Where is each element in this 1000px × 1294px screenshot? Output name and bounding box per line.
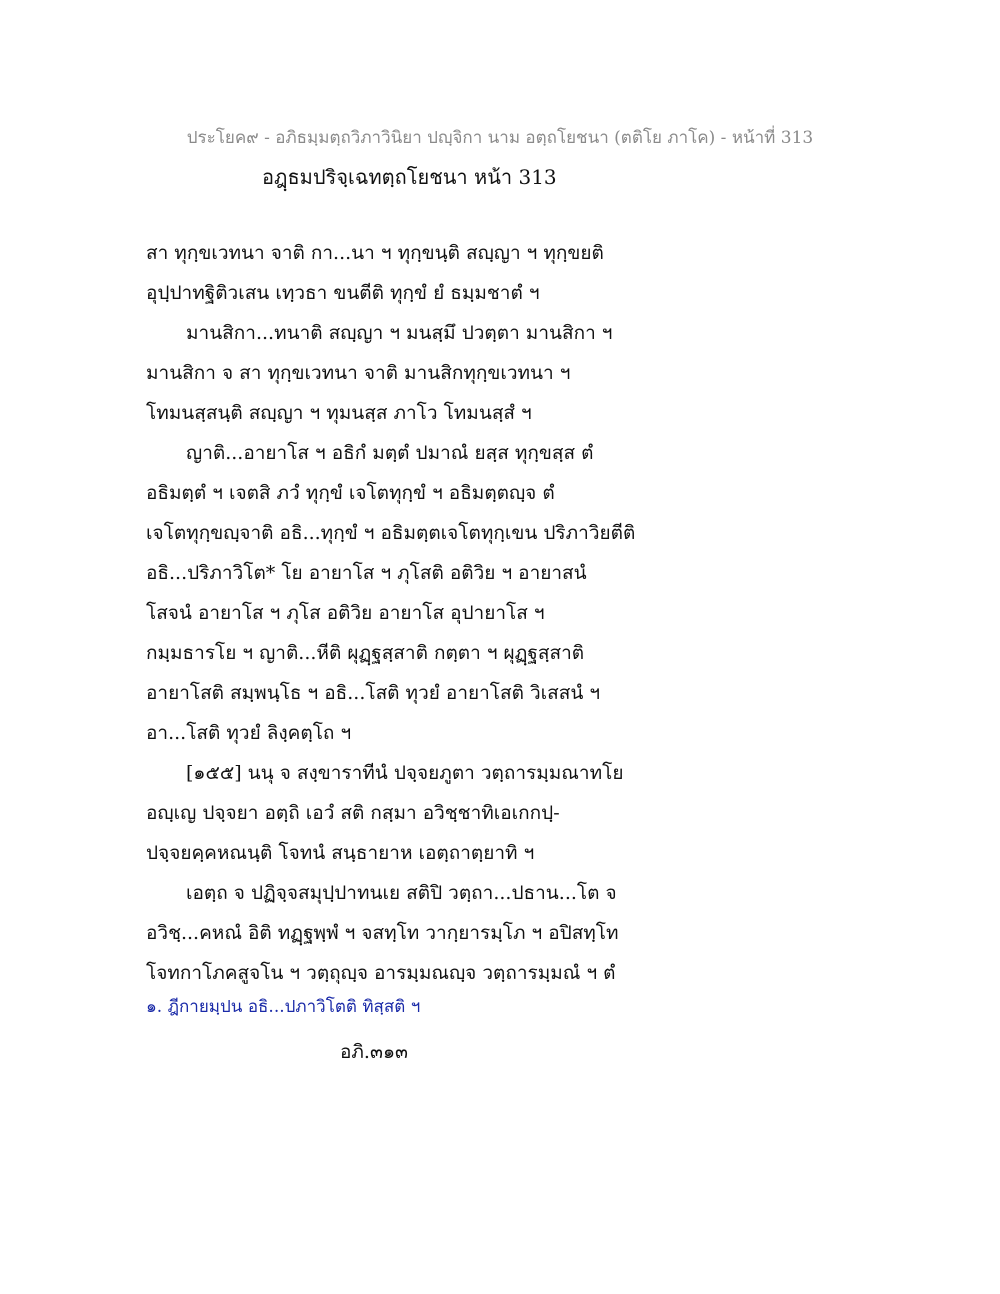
text-line: อา...โสติ ทุวยํ ลิงฺคตฺโถ ฯ [146,722,352,744]
text-line: [๑๕๕] นนุ จ สงฺขาราทีนํ ปจฺจยภูตา วตฺถารมฺมณาทโย [186,762,624,784]
text-line: อธิมตฺตํ ฯ เจตสิ ภวํ ทุกฺขํ เจโตทุกฺขํ ฯ อธิมตฺตญฺจ ตํ [146,482,555,504]
text-line: มานสิกา...ทนาติ สญฺญา ฯ มนสฺมึ ปวตฺตา มานสิกา ฯ [186,322,613,344]
text-line: สา ทุกฺขเวทนา จาติ กา...นา ฯ ทุกฺขนฺติ สญฺญา ฯ ทุกฺขยติ [146,242,604,264]
text-line: มานสิกา จ สา ทุกฺขเวทนา จาติ มานสิกทุกฺขเวทนา ฯ [146,362,571,384]
text-line: อุปฺปาทฐิติวเสน เทฺวธา ขนตีติ ทุกฺขํ ยํ ธมฺมชาตํ ฯ [146,282,540,304]
text-line: อวิชฺ...คหณํ อิติ ทฏฺฐพฺพํ ฯ จสทฺโท วากฺยารมฺโภ ฯ อปิสทฺโท [146,922,619,944]
text-line: อายาโสติ สมฺพนฺโธ ฯ อธิ...โสติ ทุวยํ อายาโสติ วิเสสนํ ฯ [146,682,601,704]
text-line: โจทกาโภคสูจโน ฯ วตฺถุญฺจ อารมฺมณญฺจ วตฺถารมฺมณํ ฯ ตํ [146,962,616,984]
text-line: เจโตทุกฺขญฺจาติ อธิ...ทุกฺขํ ฯ อธิมตฺตเจโตทุกฺเขน ปริภาวิยตีติ [146,522,636,544]
text-line: ปจฺจยคฺคหณนฺติ โจทนํ สนฺธายาห เอตฺถาตฺยาทิ ฯ [146,842,535,864]
page-number: อภิ.๓๑๓ [340,1041,409,1063]
text-line: โทมนสฺสนฺติ สญฺญา ฯ ทุมนสฺส ภาโว โทมนสฺสํ ฯ [146,402,532,424]
text-line: ญาติ...อายาโส ฯ อธิกํ มตฺตํ ปมาณํ ยสฺส ทุกฺขสฺส ตํ [186,442,594,464]
text-line: อธิ...ปริภาวิโต* โย อายาโส ฯ ภุโสติ อติวิย ฯ อายาสนํ [146,562,587,584]
footnote: ๑. ฎีกายมฺปน อธิ...ปภาวิโตติ ทิสฺสติ ฯ [146,997,421,1017]
running-header: ประโยค๙ - อภิธมฺมตฺถวิภาวินิยา ปญฺจิกา นาม อตฺถโยชนา (ตติโย ภาโค) - หน้าที่ 313 [186,128,814,148]
text-line: อญฺเญ ปจฺจยา อตฺถิ เอวํ สติ กสฺมา อวิชฺชาทิเอเกกปฺ- [146,802,560,824]
text-line: โสจนํ อายาโส ฯ ภุโส อติวิย อายาโส อุปายาโส ฯ [146,602,545,624]
text-line: เอตฺถ จ ปฏิจฺจสมุปฺปาทนเย สติปิ วตฺถา...ปธาน...โต จ [186,882,617,904]
text-line: กมฺมธารโย ฯ ญาติ...หีติ ผุฏฺฐสฺสาติ กตฺตา ฯ ผุฏฺฐสฺสาติ [146,642,585,664]
chapter-title: อฎฺธมปริจฺเฉทตฺถโยชนา หน้า 313 [262,165,557,189]
